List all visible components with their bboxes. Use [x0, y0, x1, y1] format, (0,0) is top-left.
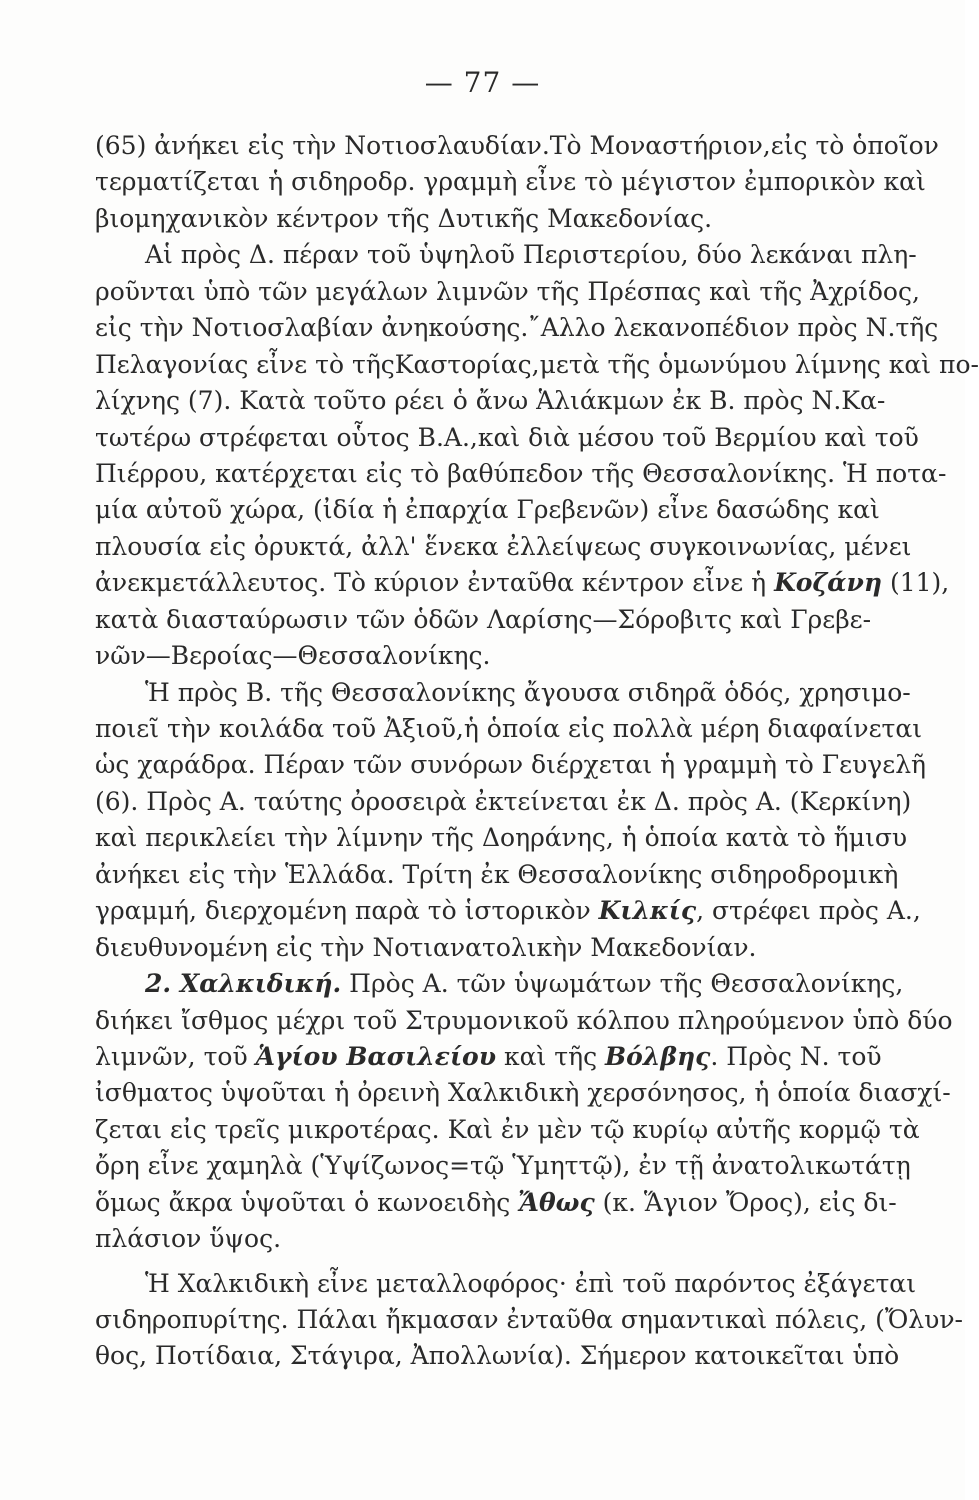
text-segment: ὡς χαράδρα. Πέραν τῶν συνόρων διέρχεται ἡ γραμμὴ τὸ Γευγελῆ [95, 750, 927, 780]
paragraph-start-line [95, 237, 917, 273]
text-segment: (65) ἀνήκει εἰς τὴν Νοτιοσλαυδίαν.Τὸ Μοναστήριον,εἰς τὸ ὁποῖον [95, 131, 939, 160]
emphasized-term: Χαλκιδική. [179, 969, 342, 999]
text-segment: λιμνῶν, τοῦ [95, 1041, 256, 1071]
text-line [95, 128, 939, 164]
text-segment: ροῦνται ὑπὸ τῶν μεγάλων λιμνῶν τῆς Πρέσπας καὶ τῆς Ἀχρίδος, [95, 276, 920, 306]
text-segment: σιδηροπυρίτης. Πάλαι ἤκμασαν ἐνταῦθα σημαντικαὶ πόλεις, (Ὄλυν- [95, 1305, 963, 1334]
text-segment: , στρέφει πρὸς Α., [696, 896, 921, 926]
text-segment: πλουσία εἰς ὀρυκτά, ἀλλ' ἕνεκα ἐλλείψεως συγκοινωνίας, μένει [95, 531, 912, 561]
text-segment: Πελαγονίας εἶνε τὸ τῆςΚαστορίας,μετὰ τῆς ὁμωνύμου λίμνης καὶ πο- [95, 349, 979, 379]
text-line [95, 711, 923, 747]
text-segment: τερματίζεται ἡ σιδηροδρ. γραμμὴ εἶνε τὸ μέγιστον ἐμπορικὸν καὶ [95, 167, 926, 197]
emphasized-term: Κιλκίς [598, 896, 697, 926]
text-segment: Ἡ πρὸς Β. τῆς Θεσσαλονίκης ἄγουσα σιδηρᾶ ὁδός, χρησιμο- [145, 677, 911, 707]
text-segment: λίχνης (7). Κατὰ τοῦτο ρέει ὁ ἄνω Ἁλιάκμων ἐκ Β. πρὸς Ν.Κα- [95, 386, 886, 416]
paragraph-start-line [95, 1266, 916, 1302]
text-segment: βιομηχανικὸν κέντρον τῆς Δυτικῆς Μακεδονίας. [95, 203, 713, 233]
emphasized-term: 2. [145, 969, 180, 999]
text-segment: νῶν—Βεροίας—Θεσσαλονίκης. [95, 641, 491, 671]
text-segment: ὄρη εἶνε χαμηλὰ (Ὑψίζωνος=τῷ Ὑμηττῷ), ἐν τῇ ἀνατολικωτάτῃ [95, 1151, 911, 1181]
text-line [95, 1148, 911, 1184]
text-line [95, 784, 912, 820]
text-line [95, 1302, 963, 1338]
paragraph-start-line [95, 675, 911, 711]
text-line [95, 893, 921, 929]
text-line [95, 420, 919, 456]
text-line [95, 310, 939, 346]
emphasized-term: Κοζάνη [774, 568, 883, 598]
text-segment: . Πρὸς Ν. τοῦ [710, 1041, 882, 1071]
text-line [95, 456, 947, 492]
text-segment: ἀνεκμετάλλευτος. Τὸ κύριον ἐνταῦθα κέντρον εἶνε ἡ [95, 568, 775, 598]
text-segment: γραμμή, διερχομένη παρὰ τὸ ἱστορικὸν [95, 896, 599, 926]
text-line [95, 347, 979, 383]
text-segment: θος, Ποτίδαια, Στάγιρα, Ἀπολλωνία). Σήμερον κατοικεῖται ὑπὸ [95, 1341, 900, 1371]
text-line [95, 1003, 953, 1039]
text-line [95, 201, 840, 237]
text-line [95, 565, 950, 601]
text-segment: καὶ περικλείει τὴν λίμνην τῆς Δοηράνης, ἡ ὁποία κατὰ τὸ ἥμισυ [95, 823, 908, 853]
text-segment: Ἡ Χαλκιδικὴ εἶνε μεταλλοφόρος· ἐπὶ τοῦ παρόντος ἐξάγεται [145, 1268, 916, 1298]
emphasized-term: Ἁγίου Βασιλείου [255, 1041, 497, 1071]
text-segment: ποιεῖ τὴν κοιλάδα τοῦ Ἀξιοῦ,ἡ ὁποία εἰς πολλὰ μέρη διαφαίνεται [95, 714, 923, 743]
emphasized-term: Ἄθως [518, 1187, 595, 1217]
text-line [95, 492, 880, 528]
text-line [95, 1112, 920, 1148]
text-line [95, 747, 927, 783]
text-segment: εἰς τὴν Νοτιοσλαβίαν ἀνηκούσης.῎Αλλο λεκανοπέδιον πρὸς Ν.τῆς [95, 313, 939, 343]
text-segment: (11), [882, 568, 950, 598]
text-segment: κατὰ διασταύρωσιν τῶν ὁδῶν Λαρίσης—Σόροβιτς καὶ Γρεβε- [95, 604, 872, 634]
emphasized-term: Βόλβης [605, 1041, 711, 1071]
text-segment: καὶ τῆς [496, 1041, 606, 1071]
text-line [95, 529, 912, 565]
text-segment: πλάσιον ὕψος. [95, 1224, 282, 1254]
text-line [95, 164, 926, 200]
text-line [95, 1338, 900, 1374]
text-line [95, 820, 908, 856]
text-segment: διήκει ἴσθμος μέχρι τοῦ Στρυμονικοῦ κόλπου πληρούμενον ὑπὸ δύο [95, 1005, 953, 1035]
text-segment: τωτέρω στρέφεται οὗτος Β.Α.,καὶ διὰ μέσου τοῦ Βερμίου καὶ τοῦ [95, 422, 919, 452]
text-segment: ἰσθματος ὑψοῦται ἡ ὀρεινὴ Χαλκιδικὴ χερσόνησος, ἡ ὁποία διασχί- [95, 1078, 951, 1108]
text-line [95, 383, 886, 419]
text-segment: ἀνήκει εἰς τὴν Ἑλλάδα. Τρίτη ἐκ Θεσσαλονίκης σιδηροδρομικὴ [95, 859, 899, 889]
text-line [95, 638, 840, 674]
text-line [95, 274, 920, 310]
text-line [95, 930, 840, 966]
page-number: — 77 — [424, 66, 541, 99]
section-heading-line [95, 966, 904, 1002]
text-segment: ὅμως ἄκρα ὑψοῦται ὁ κωνοειδὴς [95, 1187, 519, 1217]
text-segment: (κ. Ἅγιον Ὄρος), εἰς δι- [594, 1187, 897, 1217]
text-line [95, 1039, 882, 1075]
text-line [95, 602, 872, 638]
text-line [95, 1185, 897, 1221]
text-segment: Πρὸς Α. τῶν ὑψωμάτων τῆς Θεσσαλονίκης, [341, 969, 904, 999]
text-line [95, 857, 899, 893]
text-segment: διευθυνομένη εἰς τὴν Νοτιανατολικὴν Μακεδονίαν. [95, 932, 757, 962]
text-segment: (6). Πρὸς Α. ταύτης ὀροσειρὰ ἐκτείνεται ἐκ Δ. πρὸς Α. (Κερκίνη) [95, 786, 912, 816]
text-line [95, 1075, 951, 1111]
text-segment: Αἱ πρὸς Δ. πέραν τοῦ ὑψηλοῦ Περιστερίου, δύο λεκάναι πλη- [145, 240, 917, 270]
text-segment: ζεται εἰς τρεῖς μικροτέρας. Καὶ ἐν μὲν τῷ κυρίῳ αὐτῆς κορμῷ τὰ [95, 1114, 920, 1144]
text-segment: μία αὐτοῦ χώρα, (ἰδία ἡ ἐπαρχία Γρεβενῶν) εἶνε δασώδης καὶ [95, 495, 880, 525]
text-segment: Πιέρρου, κατέρχεται εἰς τὸ βαθύπεδον τῆς Θεσσαλονίκης. Ἡ ποτα- [95, 458, 947, 488]
text-line [95, 1221, 840, 1257]
body-text [95, 128, 979, 1375]
